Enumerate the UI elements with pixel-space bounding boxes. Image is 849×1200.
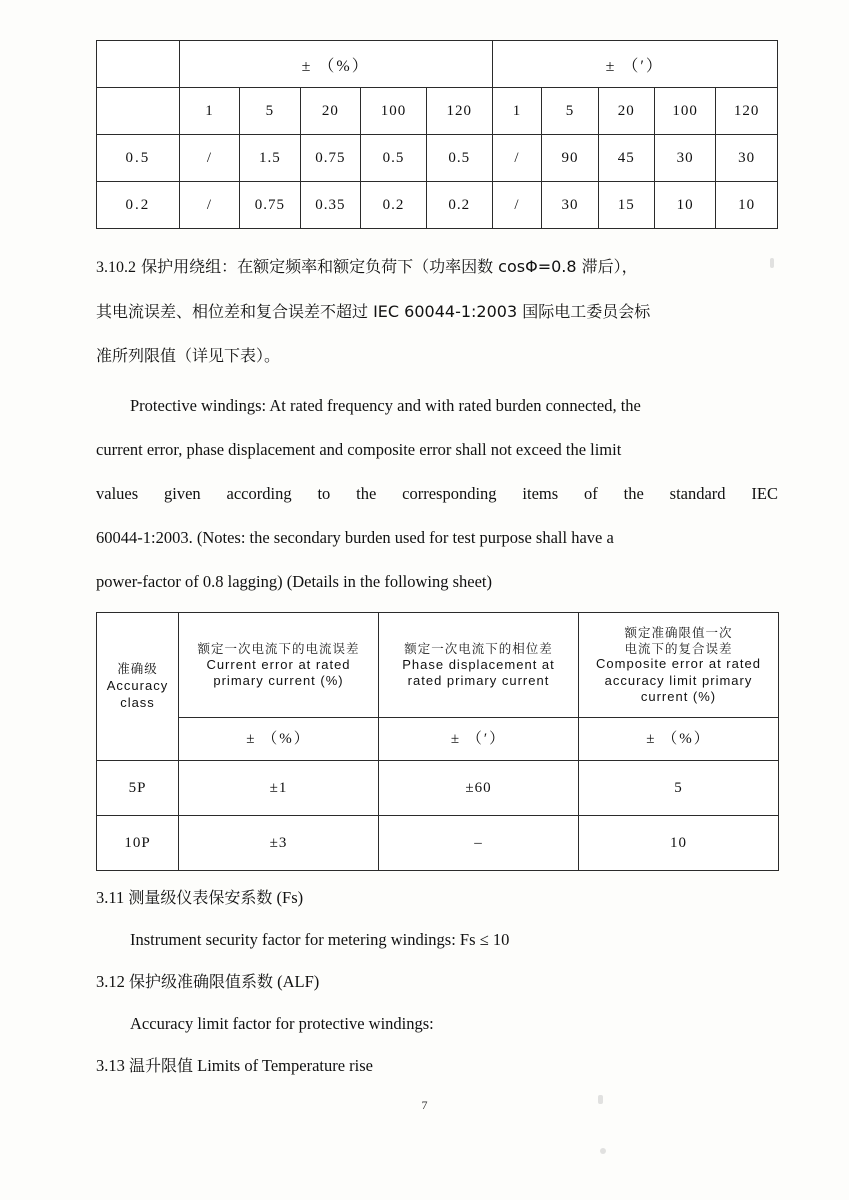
section-3-13 — [96, 1045, 778, 1087]
scan-artifact — [770, 258, 774, 268]
protective-header-phase-displacement-en1: Phase displacement at — [402, 656, 555, 672]
section-number-3-12: 3.12 — [96, 972, 125, 991]
section-3-10-2-en-line4: 60044-1:2003. (Notes: the secondary burden used for test purpose shall have a — [96, 528, 614, 547]
table-row — [97, 816, 779, 871]
section-3-11-en: Instrument security factor for metering windings: Fs ≤ 10 — [130, 930, 510, 949]
section-3-10-2-en-line3: values given according to the corresponding items of the standard IEC — [96, 484, 778, 503]
para-cn-line-1 — [96, 245, 778, 290]
section-3-11 — [96, 877, 778, 919]
tolerance-group-percent: ± （%） — [179, 41, 492, 88]
tolerance-row0-cell9: 30 — [716, 135, 778, 182]
tolerance-colhead-1: 1 — [179, 88, 239, 135]
page-number: 7 — [421, 1098, 428, 1112]
protective-unit-current-error: ± （%） — [179, 718, 379, 761]
section-3-10-2-cn-line2: 其电流误差、相位差和复合误差不超过 IEC 60044-1:2003 国际电工委员会标 — [96, 302, 651, 321]
tolerance-row1-cell1: 0.75 — [240, 182, 300, 229]
tolerance-row0-cell3: 0.5 — [361, 135, 427, 182]
tolerance-colhead-5: 120 — [426, 88, 492, 135]
table-row — [97, 41, 778, 88]
tolerance-colhead-0 — [97, 88, 180, 135]
table-row — [97, 761, 779, 816]
section-3-10-2-en — [96, 384, 778, 604]
tolerance-colhead-8: 20 — [598, 88, 654, 135]
protective-row1-current-error: ±3 — [179, 816, 379, 871]
protective-row0-composite-error: 5 — [579, 761, 779, 816]
table-row — [97, 718, 779, 761]
scan-artifact — [600, 1148, 606, 1154]
protective-header-composite-error-cn2: 电流下的复合误差 — [624, 640, 733, 656]
protective-header-accuracy-class-cn: 准确级 — [117, 661, 158, 677]
section-list — [96, 877, 778, 1087]
protective-unit-composite-error: ± （%） — [579, 718, 779, 761]
section-3-12-en: Accuracy limit factor for protective windings: — [130, 1014, 434, 1033]
tolerance-colhead-10: 120 — [716, 88, 778, 135]
protective-header-current-error-en1: Current error at rated — [206, 656, 351, 672]
protective-header-current-error — [179, 613, 379, 718]
section-3-12-suffix: (ALF) — [277, 972, 320, 991]
protective-header-phase-displacement-en2: rated primary current — [407, 672, 550, 688]
tolerance-row1-cell9: 10 — [716, 182, 778, 229]
section-3-10-2-en-line1: Protective windings: At rated frequency and with rated burden connected, the — [130, 396, 641, 415]
section-number-3-13: 3.13 — [96, 1056, 125, 1075]
protective-row1-phase-displacement: – — [379, 816, 579, 871]
protective-header-phase-displacement-cn: 额定一次电流下的相位差 — [404, 640, 553, 656]
protective-header-phase-displacement — [379, 613, 579, 718]
section-3-11-cn: 测量级仪表保安系数 — [128, 888, 273, 907]
protective-header-composite-error-en2: accuracy limit primary — [604, 672, 753, 688]
tolerance-group-minutes: ± （′） — [492, 41, 777, 88]
section-3-10-2-en-line2: current error, phase displacement and composite error shall not exceed the limit — [96, 440, 622, 459]
tolerance-colhead-2: 5 — [240, 88, 300, 135]
section-3-13-cn: 温升限值 — [129, 1056, 194, 1075]
tolerance-row0-cell2: 0.75 — [300, 135, 360, 182]
section-number-3-11: 3.11 — [96, 888, 125, 907]
tolerance-row1-cell7: 15 — [598, 182, 654, 229]
tolerance-colhead-7: 5 — [542, 88, 598, 135]
table-row — [97, 613, 779, 718]
protective-header-accuracy-class-en1: Accuracy — [106, 677, 169, 693]
tolerance-row1-cell2: 0.35 — [300, 182, 360, 229]
section-number-3-10-2: 3.10.2 — [96, 259, 136, 276]
protective-header-accuracy-class-en2: class — [120, 694, 155, 710]
protective-row0-current-error: ±1 — [179, 761, 379, 816]
section-3-13-en: Limits of Temperature rise — [197, 1056, 374, 1075]
tolerance-row1-cell5: / — [492, 182, 542, 229]
protective-header-current-error-en2: primary current (%) — [213, 672, 344, 688]
tolerance-row1-cell0: / — [179, 182, 239, 229]
tolerance-row0-cell7: 45 — [598, 135, 654, 182]
tolerance-colhead-6: 1 — [492, 88, 542, 135]
table-row — [97, 135, 778, 182]
tolerance-row0-label: 0.5 — [97, 135, 180, 182]
protective-header-composite-error — [579, 613, 779, 718]
section-3-10-2-cn — [96, 245, 778, 378]
table-row — [97, 182, 778, 229]
protective-header-composite-error-en3: current (%) — [640, 688, 717, 704]
section-3-12 — [96, 961, 778, 1003]
page-content — [96, 40, 778, 1087]
protective-row1-composite-error: 10 — [579, 816, 779, 871]
protective-header-composite-error-en1: Composite error at rated — [596, 656, 761, 672]
tolerance-colhead-9: 100 — [654, 88, 716, 135]
tolerance-corner-cell — [97, 41, 180, 88]
tolerance-row0-cell1: 1.5 — [240, 135, 300, 182]
tolerance-row0-cell0: / — [179, 135, 239, 182]
protective-header-composite-error-cn1: 额定准确限值一次 — [624, 625, 733, 640]
tolerance-row1-cell4: 0.2 — [426, 182, 492, 229]
protective-windings-table — [96, 612, 779, 871]
protective-header-current-error-cn: 额定一次电流下的电流误差 — [197, 640, 360, 656]
tolerance-row0-cell8: 30 — [654, 135, 716, 182]
table-row — [97, 88, 778, 135]
tolerance-row1-label: 0.2 — [97, 182, 180, 229]
tolerance-row1-cell3: 0.2 — [361, 182, 427, 229]
tolerance-colhead-4: 100 — [361, 88, 427, 135]
protective-row0-phase-displacement: ±60 — [379, 761, 579, 816]
protective-unit-phase-displacement: ± （′） — [379, 718, 579, 761]
tolerance-colhead-3: 20 — [300, 88, 360, 135]
tolerance-row0-cell5: / — [492, 135, 542, 182]
protective-row0-class: 5P — [97, 761, 179, 816]
tolerance-row0-cell4: 0.5 — [426, 135, 492, 182]
section-3-10-2-cn-line1: 保护用绕组：在额定频率和额定负荷下（功率因数 cosΦ=0.8 滞后）， — [141, 257, 638, 276]
section-3-12-cn: 保护级准确限值系数 — [129, 972, 274, 991]
section-3-10-2-en-line5: power-factor of 0.8 lagging) (Details in the following sheet) — [96, 572, 493, 591]
tolerance-row1-cell8: 10 — [654, 182, 716, 229]
protective-header-accuracy-class — [97, 613, 179, 761]
tolerance-row1-cell6: 30 — [542, 182, 598, 229]
section-3-11-suffix: (Fs) — [276, 888, 304, 907]
protective-row1-class: 10P — [97, 816, 179, 871]
section-3-10-2-cn-line3: 准所列限值（详见下表）。 — [96, 346, 281, 365]
scan-artifact — [598, 1095, 603, 1104]
tolerance-table — [96, 40, 778, 229]
tolerance-row0-cell6: 90 — [542, 135, 598, 182]
